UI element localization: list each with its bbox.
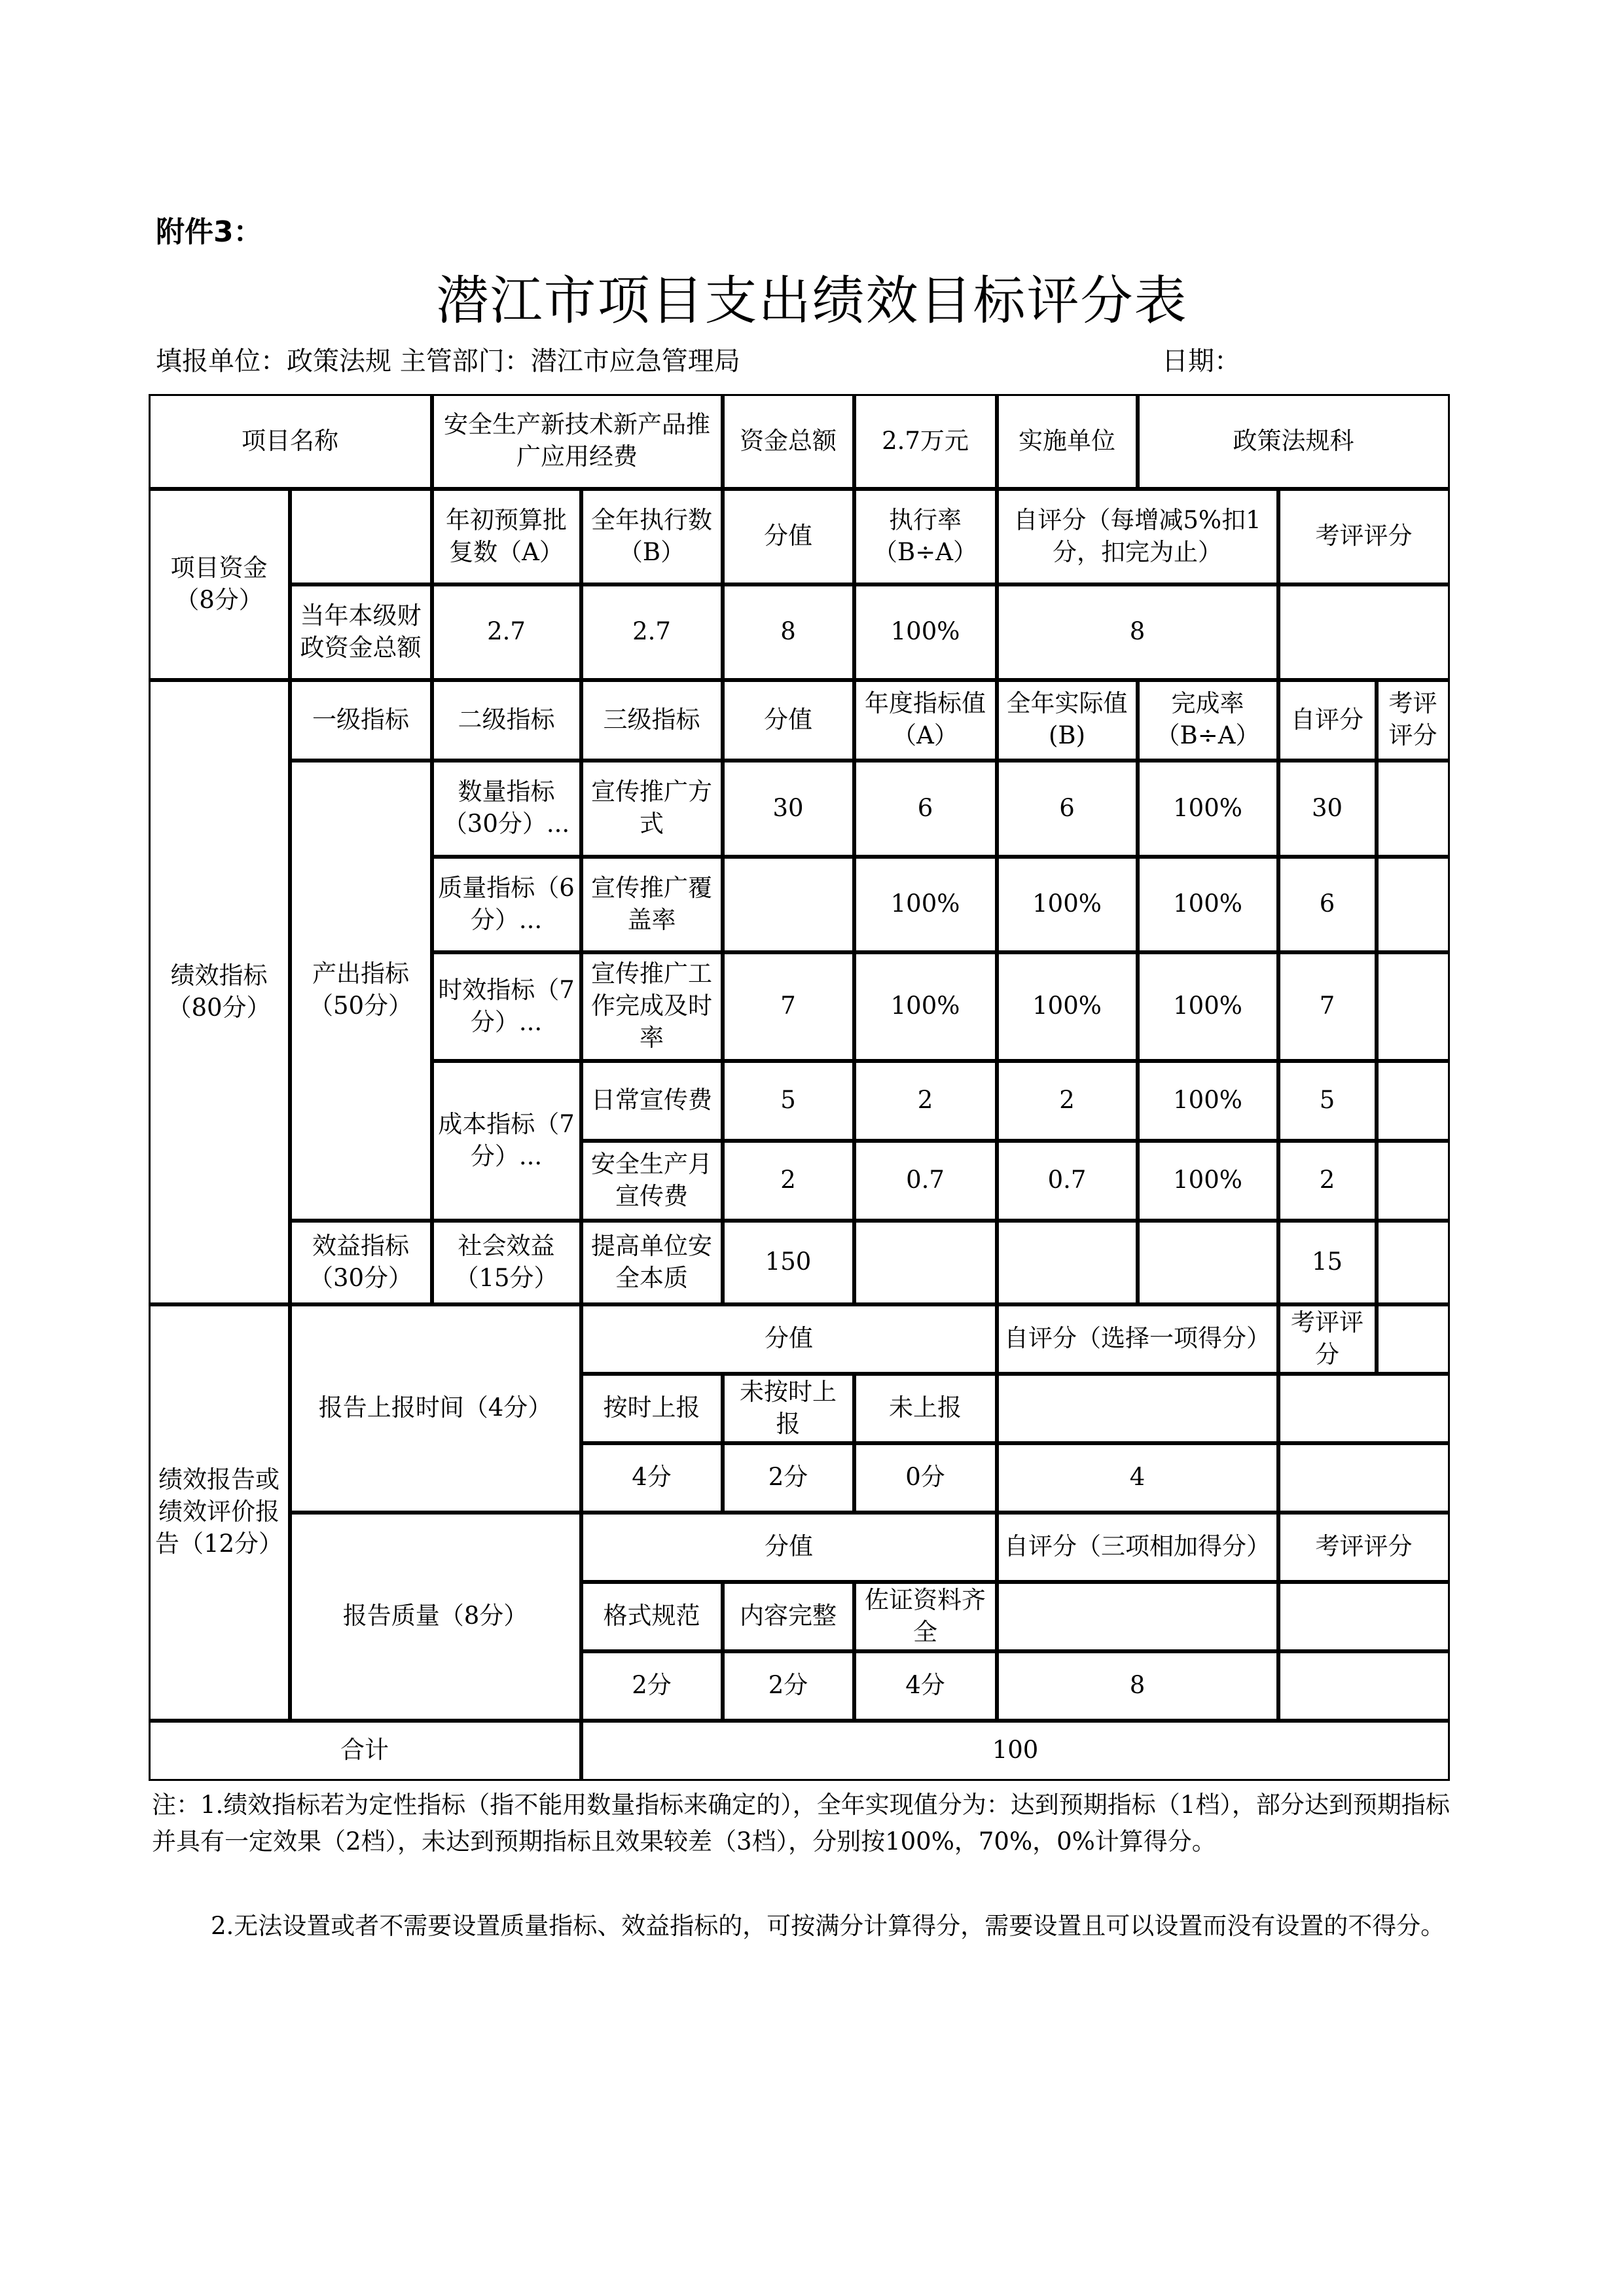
report-format: 格式规范 (581, 1582, 723, 1651)
perf-row-self: 6 (1278, 857, 1377, 952)
perf-row-score: 7 (723, 952, 854, 1061)
output-label: 产出指标（50分） (290, 761, 432, 1221)
report-time-label: 报告上报时间（4分） (290, 1304, 581, 1513)
report-on-time: 按时上报 (581, 1374, 723, 1443)
impl-unit-label: 实施单位 (997, 394, 1138, 489)
report-time-review-label: 考评评分 (1278, 1304, 1377, 1374)
perf-row-actual: 100% (997, 857, 1138, 952)
perf-row-review (1377, 952, 1450, 1061)
total-value: 100 (581, 1721, 1450, 1781)
report-time-review-value (1377, 1304, 1450, 1374)
perf-row-score: 2 (723, 1141, 854, 1221)
funds-header-self: 自评分（每增减5%扣1分，扣完为止） (997, 489, 1278, 584)
funds-row-label: 当年本级财政资金总额 (290, 584, 432, 680)
funds-rate: 100% (854, 584, 997, 680)
fund-total-label: 资金总额 (723, 394, 854, 489)
perf-row-review (1377, 1221, 1450, 1304)
report-on-time-pts: 4分 (581, 1443, 723, 1513)
perf-row-l2: 时效指标（7分）... (432, 952, 581, 1061)
perf-header-review: 考评评分 (1377, 680, 1450, 761)
perf-row-actual: 6 (997, 761, 1138, 857)
perf-row-l2: 社会效益（15分） (432, 1221, 581, 1304)
report-late: 未按时上报 (723, 1374, 854, 1443)
report-q-self-label: 自评分（三项相加得分） (997, 1513, 1278, 1582)
note-1: 注：1.绩效指标若为定性指标（指不能用数量指标来确定的），全年实现值分为：达到预期指标（1档），部分达到预期指标并具有一定效果（2档），未达到预期指标且效果较差（3档），分别按100%，70%，0%计算得分。 (152, 1791, 1450, 1856)
perf-row-target: 100% (854, 857, 997, 952)
report-q-score-label: 分值 (581, 1513, 997, 1582)
perf-header-score: 分值 (723, 680, 854, 761)
perf-header-l2: 二级指标 (432, 680, 581, 761)
page-title: 潜江市项目支出绩效目标评分表 (436, 270, 1188, 331)
report-time-score-label: 分值 (581, 1304, 997, 1374)
funds-score: 8 (723, 584, 854, 680)
perf-row-score: 150 (723, 1221, 854, 1304)
report-evidence: 佐证资料齐全 (854, 1582, 997, 1651)
funds-review (1278, 584, 1450, 680)
note-2: 2.无法设置或者不需要设置质量指标、效益指标的，可按满分计算得分，需要设置且可以设置而没有设置的不得分。 (211, 1912, 1445, 1940)
perf-row-l3: 安全生产月宣传费 (581, 1141, 723, 1221)
perf-row-l2: 质量指标（6分）... (432, 857, 581, 952)
funds-budget: 2.7 (432, 584, 581, 680)
perf-row-actual (997, 1221, 1138, 1304)
funds-header-budget: 年初预算批复数（A） (432, 489, 581, 584)
report-none-pts: 0分 (854, 1443, 997, 1513)
perf-row-l3: 提高单位安全本质 (581, 1221, 723, 1304)
perf-row-target: 2 (854, 1061, 997, 1141)
report-q-review-label: 考评评分 (1278, 1513, 1450, 1582)
report-q-review (1278, 1651, 1450, 1721)
perf-row-l3: 宣传推广工作完成及时率 (581, 952, 723, 1061)
perf-header-target: 年度指标值（A） (854, 680, 997, 761)
perf-header-l1: 一级指标 (290, 680, 432, 761)
perf-row-actual: 0.7 (997, 1141, 1138, 1221)
project-name: 安全生产新技术新产品推广应用经费 (432, 394, 723, 489)
report-time-review (1278, 1443, 1450, 1513)
perf-row-actual: 2 (997, 1061, 1138, 1141)
unit-info: 填报单位：政策法规 主管部门：潜江市应急管理局 (156, 346, 740, 376)
funds-header-score: 分值 (723, 489, 854, 584)
perf-header-rate: 完成率（B÷A） (1138, 680, 1278, 761)
perf-header-self: 自评分 (1278, 680, 1377, 761)
report-late-pts: 2分 (723, 1443, 854, 1513)
report-evidence-pts: 4分 (854, 1651, 997, 1721)
funds-header-review: 考评评分 (1278, 489, 1450, 584)
report-time-self-label: 自评分（选择一项得分） (997, 1304, 1278, 1374)
perf-row-rate: 100% (1138, 857, 1278, 952)
perf-header-actual: 全年实际值(B) (997, 680, 1138, 761)
perf-row-score: 5 (723, 1061, 854, 1141)
report-content: 内容完整 (723, 1582, 854, 1651)
perf-row-self: 30 (1278, 761, 1377, 857)
perf-row-self: 15 (1278, 1221, 1377, 1304)
project-name-label: 项目名称 (149, 394, 432, 489)
report-q-blank-review (1278, 1582, 1450, 1651)
perf-row-rate: 100% (1138, 1141, 1278, 1221)
total-label: 合计 (149, 1721, 581, 1781)
impl-unit: 政策法规科 (1138, 394, 1450, 489)
perf-row-l3: 宣传推广覆盖率 (581, 857, 723, 952)
perf-row-self: 5 (1278, 1061, 1377, 1141)
perf-row-l2: 数量指标（30分）... (432, 761, 581, 857)
report-none: 未上报 (854, 1374, 997, 1443)
report-format-pts: 2分 (581, 1651, 723, 1721)
perf-row-review (1377, 761, 1450, 857)
perf-row-actual: 100% (997, 952, 1138, 1061)
date-label: 日期： (1162, 346, 1240, 376)
perf-row-target: 0.7 (854, 1141, 997, 1221)
perf-row-self: 2 (1278, 1141, 1377, 1221)
perf-row-review (1377, 1061, 1450, 1141)
funds-header-rate: 执行率（B÷A） (854, 489, 997, 584)
funds-exec: 2.7 (581, 584, 723, 680)
perf-row-target: 100% (854, 952, 997, 1061)
perf-row-self: 7 (1278, 952, 1377, 1061)
funds-header-exec: 全年执行数（B） (581, 489, 723, 584)
funds-label: 项目资金（8分） (149, 489, 290, 680)
perf-row-review (1377, 857, 1450, 952)
perf-row-rate: 100% (1138, 1061, 1278, 1141)
funds-header-blank (290, 489, 432, 584)
funds-self: 8 (997, 584, 1278, 680)
perf-row-l3: 日常宣传费 (581, 1061, 723, 1141)
perf-row-score (723, 857, 854, 952)
perf-row-l3: 宣传推广方式 (581, 761, 723, 857)
perf-row-rate: 100% (1138, 952, 1278, 1061)
report-q-self: 8 (997, 1651, 1278, 1721)
perf-row-target: 6 (854, 761, 997, 857)
report-time-blank-review (1278, 1374, 1450, 1443)
perf-row-l2: 成本指标（7分）... (432, 1061, 581, 1221)
perf-row-target (854, 1221, 997, 1304)
perf-row-rate: 100% (1138, 761, 1278, 857)
report-time-blank (997, 1374, 1278, 1443)
perf-header-l3: 三级指标 (581, 680, 723, 761)
report-q-blank (997, 1582, 1278, 1651)
report-time-self: 4 (997, 1443, 1278, 1513)
benefit-label: 效益指标（30分） (290, 1221, 432, 1304)
perf-row-rate (1138, 1221, 1278, 1304)
report-label: 绩效报告或绩效评价报告（12分） (149, 1304, 290, 1721)
report-content-pts: 2分 (723, 1651, 854, 1721)
perf-row-score: 30 (723, 761, 854, 857)
perf-label: 绩效指标（80分） (149, 680, 290, 1304)
attachment-label: 附件3： (156, 215, 262, 249)
fund-total: 2.7万元 (854, 394, 997, 489)
perf-row-review (1377, 1141, 1450, 1221)
report-quality-label: 报告质量（8分） (290, 1513, 581, 1721)
